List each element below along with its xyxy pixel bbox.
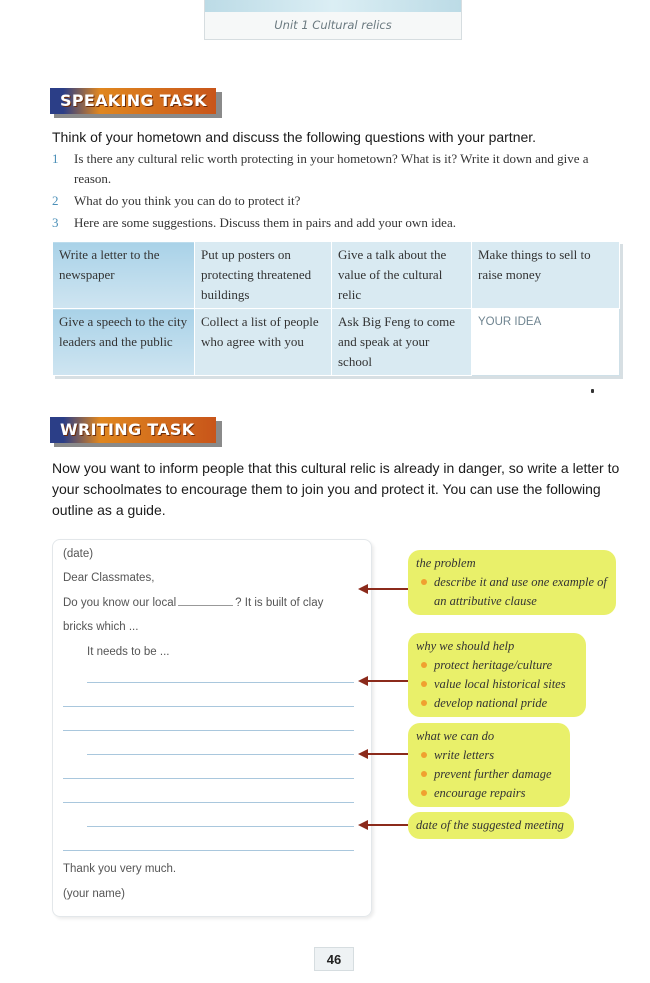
table-cell: Put up posters on protecting threatened buildings — [195, 242, 332, 309]
question-text: Here are some suggestions. Discuss them in pairs and add your own idea. — [74, 215, 456, 230]
bubble-title: date of the suggested meeting — [416, 818, 564, 832]
table-row — [53, 309, 620, 376]
question-list — [52, 149, 622, 235]
writing-line[interactable] — [63, 778, 354, 779]
outline-bubble-meeting — [408, 812, 574, 839]
unit-header — [204, 0, 462, 40]
bubble-bullet: describe it and use one example of an attributive clause — [416, 573, 608, 611]
left-arrow-icon — [358, 584, 408, 594]
suggestions-table — [52, 241, 620, 376]
outline-bubble-problem — [408, 550, 616, 615]
writing-line[interactable] — [87, 754, 354, 755]
writing-line[interactable] — [63, 706, 354, 707]
bubble-bullet: protect heritage/culture — [416, 656, 578, 675]
writing-task-title: WRITING TASK — [60, 420, 195, 439]
writing-line[interactable] — [87, 826, 354, 827]
table-cell: Ask Big Feng to come and speak at your school — [332, 309, 472, 376]
outline-bubble-why — [408, 633, 586, 717]
left-arrow-icon — [358, 676, 408, 686]
letter-closing: Thank you very much. — [63, 863, 177, 875]
table-row — [53, 242, 620, 309]
letter-line-1 — [63, 597, 323, 609]
question-text: What do you think you can do to protect it? — [74, 193, 301, 208]
bubble-bullet: write letters — [416, 746, 562, 765]
bubble-bullet: develop national pride — [416, 694, 578, 713]
your-idea-cell[interactable]: YOUR IDEA — [472, 309, 620, 376]
print-speck — [591, 389, 594, 393]
speaking-task-badge — [50, 88, 222, 118]
outline-bubble-what — [408, 723, 570, 807]
bubble-title: why we should help — [416, 639, 515, 653]
bubble-bullet: encourage repairs — [416, 784, 562, 803]
bubble-title: what we can do — [416, 729, 495, 743]
letter-signature: (your name) — [63, 888, 125, 900]
letter-date: (date) — [63, 548, 94, 560]
bubble-bullet: value local historical sites — [416, 675, 578, 694]
speaking-intro: Think of your hometown and discuss the following questions with your partner. — [52, 129, 537, 145]
page-number: 46 — [314, 947, 354, 971]
writing-intro: Now you want to inform people that this cultural relic is already in danger, so write a letter to your schoolmates to encourage them to join you and protect it. You can use the following outline as a guide. — [52, 460, 620, 518]
left-arrow-icon — [358, 749, 408, 759]
question-item — [52, 149, 622, 189]
letter-template — [52, 539, 372, 917]
table-cell: Give a talk about the value of the cultural relic — [332, 242, 472, 309]
table-cell: Make things to sell to raise money — [472, 242, 620, 309]
question-item — [52, 213, 622, 233]
table-cell: Give a speech to the city leaders and the public — [53, 309, 195, 376]
writing-line[interactable] — [63, 850, 354, 851]
question-number: 3 — [52, 215, 59, 230]
left-arrow-icon — [358, 820, 408, 830]
writing-task-badge — [50, 417, 222, 447]
letter-line-1-start: Do you know our local — [63, 597, 177, 609]
table-cell: Write a letter to the newspaper — [53, 242, 195, 309]
question-number: 1 — [52, 151, 59, 166]
writing-line[interactable] — [63, 802, 354, 803]
speaking-task-title: SPEAKING TASK — [60, 91, 207, 110]
header-band — [205, 0, 461, 12]
writing-line[interactable] — [63, 730, 354, 731]
writing-line[interactable] — [87, 682, 354, 683]
table-cell: Collect a list of people who agree with you — [195, 309, 332, 376]
letter-line-2: bricks which ... — [63, 621, 139, 633]
letter-greeting: Dear Classmates, — [63, 572, 155, 584]
letter-line-1-end: ? It is built of clay — [235, 597, 324, 609]
bubble-title: the problem — [416, 556, 476, 570]
unit-title: Unit 1 Cultural relics — [274, 18, 392, 32]
bubble-bullet: prevent further damage — [416, 765, 562, 784]
question-item — [52, 191, 622, 211]
letter-blank[interactable] — [178, 605, 233, 606]
letter-line-3: It needs to be ... — [87, 646, 170, 658]
question-number: 2 — [52, 193, 59, 208]
question-text: Is there any cultural relic worth protecting in your hometown? What is it? Write it down and give a reason. — [74, 151, 589, 186]
